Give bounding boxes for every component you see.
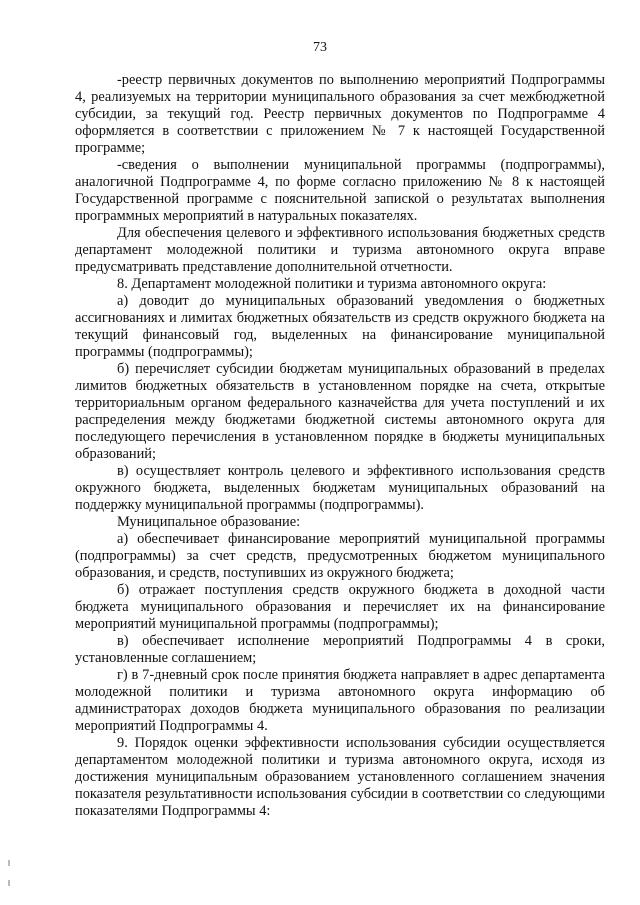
paragraph-municipality-heading: Муниципальное образование: [117,514,301,530]
page-number: 73 [313,40,327,55]
paragraph-8a: а) доводит до муниципальных образований уведомления о бюджетных ассигнованиях и лимитах бюджетных обязательств из средств окружного бюджета на текущий финансовый год, выделенных на финансирование муниципальной программы (подпрограммы); [75,293,605,360]
paragraph-mun-v: в) обеспечивает исполнение мероприятий Подпрограммы 4 в сроки, установленные соглашением; [75,633,605,666]
paragraph-8b: б) перечисляет субсидии бюджетам муниципальных образований в пределах лимитов бюджетных обязательств в установленном порядке на счета, открытые территориальным органом федерального казначейства для учета поступлений и их распределения между бюджетами бюджетной системы автономного округа для последующего перечисления в установленном порядке в бюджеты муниципальных образований; [75,361,605,462]
paragraph-registry: -реестр первичных документов по выполнению мероприятий Подпрограммы 4, реализуемых на территории муниципального образования за счет межбюджетной субсидии, за текущий год. Реестр первичных документов по Подпрограмме 4 оформляется в соответствии с приложением № 7 к настоящей Государственной программе; [75,72,605,156]
paragraph-additional-reporting: Для обеспечения целевого и эффективного использования бюджетных средств департамент молодежной политики и туризма автономного округа вправе предусматривать представление дополнительной отчетности. [75,225,605,275]
paragraph-8v: в) осуществляет контроль целевого и эффективного использования средств окружного бюджета, выделенных бюджетам муниципальных образований на поддержку муниципальной программы (подпрограммы). [75,463,605,513]
paragraph-section-8: 8. Департамент молодежной политики и туризма автономного округа: [117,276,547,292]
scan-margin-mark [8,880,10,886]
document-body [75,72,605,820]
paragraph-mun-b: б) отражает поступления средств окружного бюджета в доходной части бюджета муниципального образования и перечисляет их на финансирование мероприятий муниципальной программы (подпрограммы); [75,582,605,632]
scan-margin-mark [8,860,10,866]
paragraph-mun-g: г) в 7-дневный срок после принятия бюджета направляет в адрес департамента молодежной политики и туризма автономного округа информацию об администраторах доходов бюджета муниципального образования по реализации мероприятий Подпрограммы 4. [75,667,605,734]
paragraph-mun-a: а) обеспечивает финансирование мероприятий муниципальной программы (подпрограммы) за счет средств, предусмотренных бюджетом муниципального образования, и средств, поступивших из окружного бюджета; [75,531,605,581]
paragraph-section-9: 9. Порядок оценки эффективности использования субсидии осуществляется департаментом молодежной политики и туризма автономного округа, исходя из достижения муниципальным образованием установленного соглашением значения показателя результативности использования субсидии в соответствии со следующими показателями Подпрограммы 4: [75,735,605,819]
paragraph-program-info: -сведения о выполнении муниципальной программы (подпрограммы), аналогичной Подпрограмме 4, по форме согласно приложению № 8 к настоящей Государственной программе с пояснительной запиской о результатах выполнения программных мероприятий в натуральных показателях. [75,157,605,224]
